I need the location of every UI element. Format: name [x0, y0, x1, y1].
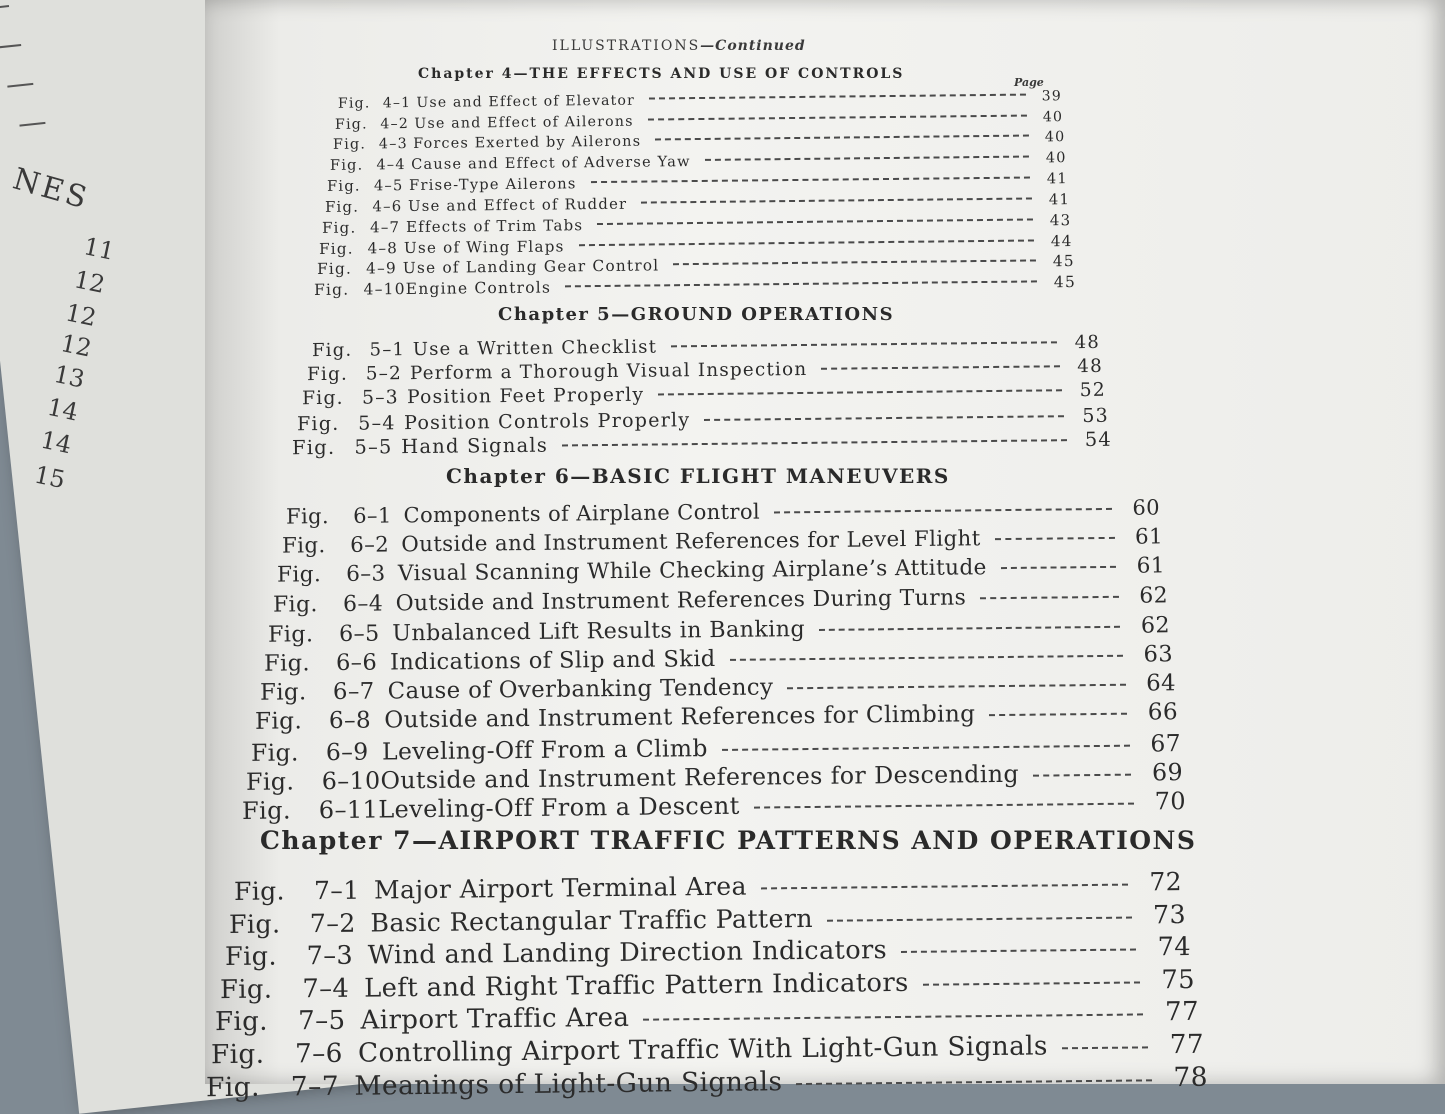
figure-entry [327, 170, 1068, 195]
figure-page-number: 70 [1154, 787, 1187, 816]
figure-page-number: 63 [1143, 641, 1174, 668]
left-page-number: 12 [63, 298, 99, 333]
figure-page-number: 61 [1136, 553, 1166, 580]
figure-page-number: 66 [1147, 699, 1179, 726]
figure-number: 5–2 [365, 363, 403, 385]
left-page-number: 14 [38, 425, 74, 460]
figure-label: Fig. [250, 737, 299, 767]
figure-title: Use of Landing Gear Control [402, 256, 660, 278]
dot-leader [990, 713, 1128, 716]
figure-label: Fig. [277, 562, 322, 589]
chapter-title: Chapter 4—THE EFFECTS AND USE OF CONTROLS [418, 66, 905, 82]
figure-label: Fig. [210, 1039, 265, 1070]
figure-title: Unbalanced Lift Results in Banking [392, 615, 806, 647]
figure-title: Perform a Thorough Visual Inspection [409, 358, 808, 385]
figure-number: 7–5 [298, 1005, 346, 1037]
figure-title: Wind and Landing Direction Indicators [367, 935, 887, 971]
figure-title: Use of Wing Flaps [404, 236, 565, 257]
dot-leader [923, 981, 1140, 985]
figure-number: 6–3 [346, 561, 386, 588]
figure-entry [338, 88, 1062, 112]
figure-page-number: 52 [1079, 379, 1107, 402]
dot-leader [641, 197, 1032, 203]
figure-title: Outside and Instrument References During Turns [395, 585, 967, 616]
figure-page-number: 60 [1132, 495, 1161, 520]
figure-number: 7–7 [290, 1070, 340, 1103]
chapter-title: Chapter 6—BASIC FLIGHT MANEUVERS [446, 464, 950, 488]
figure-page-number: 75 [1161, 964, 1196, 995]
chapter-title: Chapter 5—GROUND OPERATIONS [498, 304, 895, 325]
figure-title: Use and Effect of Ailerons [414, 113, 635, 132]
figure-page-number: 69 [1152, 757, 1184, 787]
figure-page-number: 39 [1041, 88, 1063, 105]
figure-page-number: 43 [1049, 211, 1072, 230]
figure-title: Use and Effect of Elevator [416, 92, 636, 111]
figure-number: 7–1 [313, 875, 360, 906]
dot-leader [705, 155, 1030, 160]
figure-label: Fig. [332, 136, 366, 153]
left-page-heading: NES [9, 161, 94, 217]
dot-leader [1033, 773, 1131, 776]
left-page-number: 12 [71, 265, 108, 299]
figure-number: 4–6 [372, 197, 403, 215]
dot-leader [658, 389, 1062, 395]
figure-label: Fig. [327, 177, 362, 195]
running-head [552, 38, 806, 54]
figure-page-number: 61 [1134, 524, 1163, 550]
dot-leader [562, 439, 1067, 446]
figure-title: Basic Rectangular Traffic Pattern [370, 903, 814, 938]
figure-label: Fig. [263, 650, 311, 677]
figure-title: Forces Exerted by Ailerons [412, 133, 641, 152]
figure-entry [281, 525, 1162, 559]
dot-leader [704, 415, 1064, 421]
figure-page-number: 45 [1053, 272, 1077, 291]
figure-title: Meanings of Light-Gun Signals [354, 1066, 783, 1102]
figure-page-number: 41 [1048, 190, 1070, 208]
dot-leader [722, 744, 1130, 750]
figure-number: 6–11 [318, 795, 379, 825]
figure-title: Visual Scanning While Checking Airplane’s Attitude [398, 555, 988, 587]
dot-leader [754, 803, 1134, 809]
figure-label: Fig. [321, 218, 357, 237]
figure-number: 4–2 [380, 115, 410, 132]
figure-label: Fig. [268, 621, 314, 648]
figure-title: Outside and Instrument References for Level Flight [400, 526, 981, 558]
left-page-number: 15 [31, 460, 68, 495]
dot-leader [796, 1079, 1151, 1085]
figure-title: Cause and Effect of Adverse Yaw [411, 153, 691, 173]
figure-page-number: 54 [1084, 427, 1113, 451]
figure-title: Cause of Overbanking Tendency [387, 674, 774, 705]
dot-leader [1001, 566, 1117, 569]
figure-entry [330, 150, 1067, 174]
figure-page-number: 40 [1044, 129, 1066, 146]
figure-page-number: 40 [1043, 108, 1064, 125]
left-page-number: 12 [58, 328, 95, 363]
dot-leader [591, 177, 1031, 184]
dot-leader [579, 239, 1035, 246]
figure-label: Fig. [313, 280, 350, 299]
figure-label: Fig. [319, 239, 355, 258]
figure-number: 5–3 [361, 387, 399, 409]
figure-entry [335, 109, 1063, 133]
dot-leader [730, 655, 1123, 661]
figure-number: 4–1 [382, 95, 412, 112]
figure-number: 4–8 [367, 238, 399, 257]
figure-label: Fig. [291, 435, 336, 460]
figure-label: Fig. [311, 339, 353, 362]
left-page-number: 13 [51, 359, 88, 394]
figure-label: Fig. [241, 796, 292, 825]
figure-label: Fig. [233, 876, 286, 906]
figure-label: Fig. [205, 1071, 261, 1104]
dot-leader [980, 595, 1119, 598]
figure-number: 6–10 [322, 766, 382, 795]
dot-leader [649, 94, 1026, 100]
dot-leader [673, 259, 1036, 265]
figure-label: Fig. [329, 157, 364, 174]
figure-title: Airport Traffic Area [360, 1002, 630, 1036]
figure-number: 6–1 [353, 503, 392, 528]
dot-leader [597, 218, 1033, 225]
figure-entry [333, 129, 1066, 153]
figure-title: Effects of Trim Tabs [405, 216, 584, 237]
figure-number: 7–2 [309, 908, 357, 938]
dot-leader [994, 537, 1114, 540]
figure-entry [277, 554, 1165, 588]
left-page-number: 11 [81, 232, 117, 266]
figure-page-number: 64 [1145, 670, 1176, 697]
figure-number: 4–4 [376, 156, 406, 173]
figure-label: Fig. [301, 387, 344, 410]
figure-label: Fig. [246, 767, 295, 796]
figure-label: Fig. [224, 941, 277, 973]
dot-leader [901, 949, 1136, 953]
dot-leader [774, 508, 1112, 514]
figure-number: 6–9 [325, 737, 369, 766]
figure-page-number: 40 [1045, 149, 1067, 166]
figure-number: 4–10 [363, 279, 406, 298]
figure-page-number: 78 [1173, 1061, 1209, 1094]
figure-title: Hand Signals [401, 433, 549, 459]
figure-page-number: 48 [1077, 355, 1104, 378]
figure-label: Fig. [219, 974, 273, 1005]
figure-entry [234, 867, 1182, 906]
running-head-continued: —Continued [700, 38, 806, 54]
dot-leader [671, 341, 1057, 347]
figure-entry [286, 495, 1160, 528]
dot-leader [787, 684, 1125, 690]
figure-title: Controlling Airport Traffic With Light-Gun Signals [357, 1030, 1048, 1069]
figure-number: 6–5 [339, 620, 381, 647]
figure-title: Indications of Slip and Skid [389, 646, 716, 676]
figure-label: Fig. [296, 411, 340, 436]
page-column-label: Page [1014, 76, 1044, 89]
figure-title: Components of Airplane Control [403, 499, 761, 528]
figure-number: 5–4 [358, 411, 396, 435]
figure-title: Engine Controls [405, 278, 552, 298]
figure-page-number: 48 [1074, 331, 1101, 354]
figure-title: Use a Written Checklist [412, 336, 658, 361]
figure-page-number: 62 [1141, 612, 1171, 639]
figure-label: Fig. [335, 115, 369, 133]
figure-label: Fig. [337, 95, 371, 112]
figure-number: 6–6 [335, 649, 378, 677]
figure-title: Position Feet Properly [406, 384, 645, 409]
figure-title: Major Airport Terminal Area [373, 871, 747, 905]
dot-leader [819, 626, 1120, 631]
figure-page-number: 62 [1138, 582, 1168, 609]
figure-label: Fig. [259, 679, 307, 706]
figure-page-number: 74 [1157, 931, 1191, 963]
dot-leader [648, 114, 1027, 120]
figure-number: 7–4 [302, 973, 350, 1004]
figure-page-number: 53 [1082, 403, 1110, 428]
dot-leader [821, 365, 1059, 369]
figure-number: 6–7 [332, 678, 375, 706]
figure-number: 6–8 [328, 708, 372, 735]
figure-number: 7–3 [306, 940, 353, 972]
dot-leader [655, 135, 1028, 141]
figure-number: 4–7 [369, 218, 401, 237]
figure-number: 4–5 [374, 177, 404, 195]
figure-label: Fig. [324, 198, 359, 216]
figure-page-number: 44 [1051, 231, 1073, 250]
figure-title: Outside and Instrument References for Descending [380, 759, 1020, 795]
figure-number: 5–5 [354, 435, 393, 459]
figure-entry [273, 583, 1168, 617]
figure-page-number: 77 [1169, 1029, 1204, 1060]
figure-title: Leveling-Off From a Climb [381, 733, 708, 766]
figure-page-number: 41 [1047, 170, 1069, 188]
figure-page-number: 45 [1052, 252, 1075, 271]
figure-label: Fig. [316, 259, 352, 278]
figure-title: Left and Right Traffic Pattern Indicators [364, 967, 909, 1004]
running-head-title: ILLUSTRATIONS [552, 38, 701, 54]
figure-page-number: 73 [1153, 899, 1187, 929]
figure-label: Fig. [306, 363, 349, 386]
figure-label: Fig. [255, 708, 303, 736]
dot-leader [761, 884, 1128, 890]
dot-leader [827, 916, 1132, 921]
figure-label: Fig. [285, 504, 330, 529]
figure-page-number: 77 [1165, 996, 1200, 1028]
figure-title: Use and Effect of Rudder [407, 195, 628, 215]
figure-page-number: 72 [1149, 867, 1183, 897]
figure-label: Fig. [281, 533, 326, 559]
figure-number: 4–3 [378, 136, 408, 153]
dot-leader [644, 1013, 1144, 1020]
figure-number: 5–1 [369, 339, 406, 361]
figure-number: 6–4 [342, 591, 384, 617]
chapter-title: Chapter 7—AIRPORT TRAFFIC PATTERNS AND OPERATIONS [260, 826, 1197, 855]
figure-label: Fig. [272, 591, 318, 618]
left-page-number: 14 [44, 392, 81, 427]
figure-label: Fig. [229, 908, 281, 939]
figure-title: Leveling-Off From a Descent [378, 791, 740, 824]
figure-number: 7–6 [294, 1038, 343, 1069]
figure-page-number: 67 [1150, 728, 1181, 758]
figure-title: Outside and Instrument References for Climbing [384, 701, 976, 734]
dot-leader [1062, 1046, 1148, 1049]
figure-label: Fig. [215, 1006, 269, 1038]
figure-title: Position Controls Properly [403, 408, 691, 435]
figure-number: 4–9 [365, 259, 397, 278]
figure-number: 6–2 [349, 532, 389, 559]
dot-leader [565, 280, 1037, 287]
figure-title: Frise-Type Ailerons [409, 175, 578, 195]
